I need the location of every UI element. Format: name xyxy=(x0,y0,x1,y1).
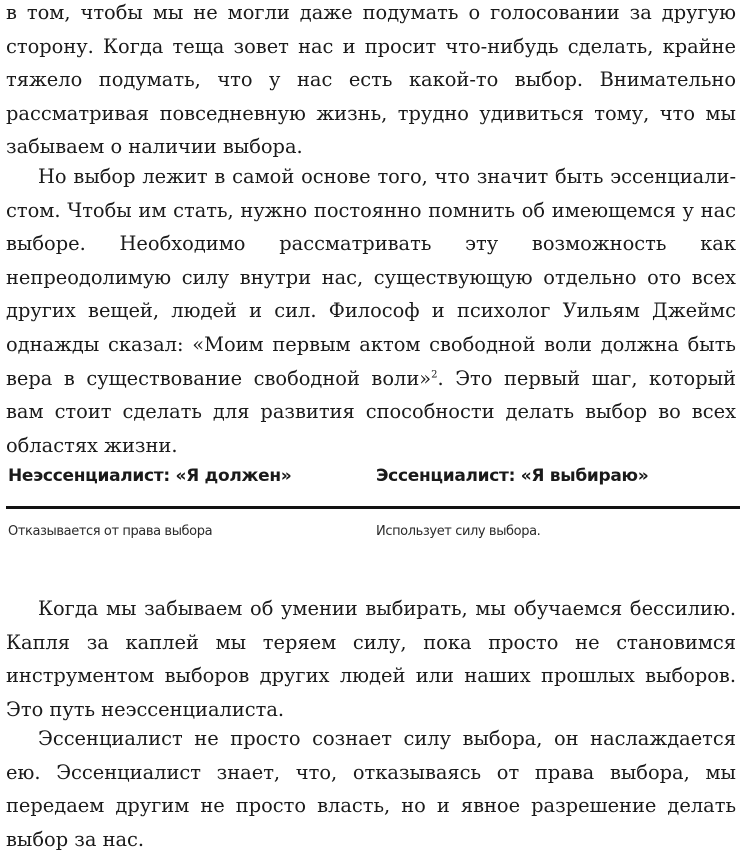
table-header-nonessentialist: Неэссенциалист: «Я должен» xyxy=(8,466,292,486)
table-cell-nonessentialist: Отказывается от права выбора xyxy=(8,524,213,539)
table-cell-essentialist: Использует силу выбора. xyxy=(376,524,541,539)
paragraph-4 xyxy=(6,722,736,856)
paragraph-3-text: Когда мы забываем об умении выбирать, мы обучаемся бессилию. Капля за каплей мы теряем силу, пока просто не становимся инструментом выборов других людей или наших прошлых выборов. Это путь неэссенциалиста. xyxy=(6,597,736,721)
footnote-reference[interactable]: 2 xyxy=(431,369,438,381)
paragraph-1 xyxy=(6,0,736,164)
paragraph-3 xyxy=(6,592,736,726)
comparison-table xyxy=(6,460,740,552)
paragraph-2-text: Но выбор лежит в самой основе того, что значит быть эссенциалистом. Чтобы им стать, нужно постоянно помнить об имеющемся у нас выборе. Необходимо рассматривать эту возможность как непреодолимую силу внутри нас, существующую отдельно ото всех других вещей, людей и сил. Философ и психолог Уильям Джеймс однажды сказал: «Моим первым актом свободной воли должна быть вера в существование свободной воли» xyxy=(6,165,736,390)
paragraph-4-text: Эссенциалист не просто сознает силу выбора, он наслаждается ею. Эссенциалист знает, что, отказываясь от права выбора, мы передаем другим не просто власть, но и явное разрешение делать выбор за нас. xyxy=(6,727,736,851)
paragraph-2 xyxy=(6,160,736,462)
table-header-rule xyxy=(6,506,740,509)
paragraph-1-text: в том, чтобы мы не могли даже подумать о голосовании за другую сторону. Когда теща зовет нас и просит что-нибудь сделать, крайне тяжело подумать, что у нас есть какой-то выбор. Внимательно рассматривая повседневную жизнь, трудно удивиться тому, что мы забываем о наличии выбора. xyxy=(6,1,736,159)
table-header-essentialist: Эссенциалист: «Я выбираю» xyxy=(376,466,649,486)
paragraph-2-tail: . Это первый шаг, который вам стоит сделать для развития способности делать выбор во всех областях жизни. xyxy=(6,366,736,457)
